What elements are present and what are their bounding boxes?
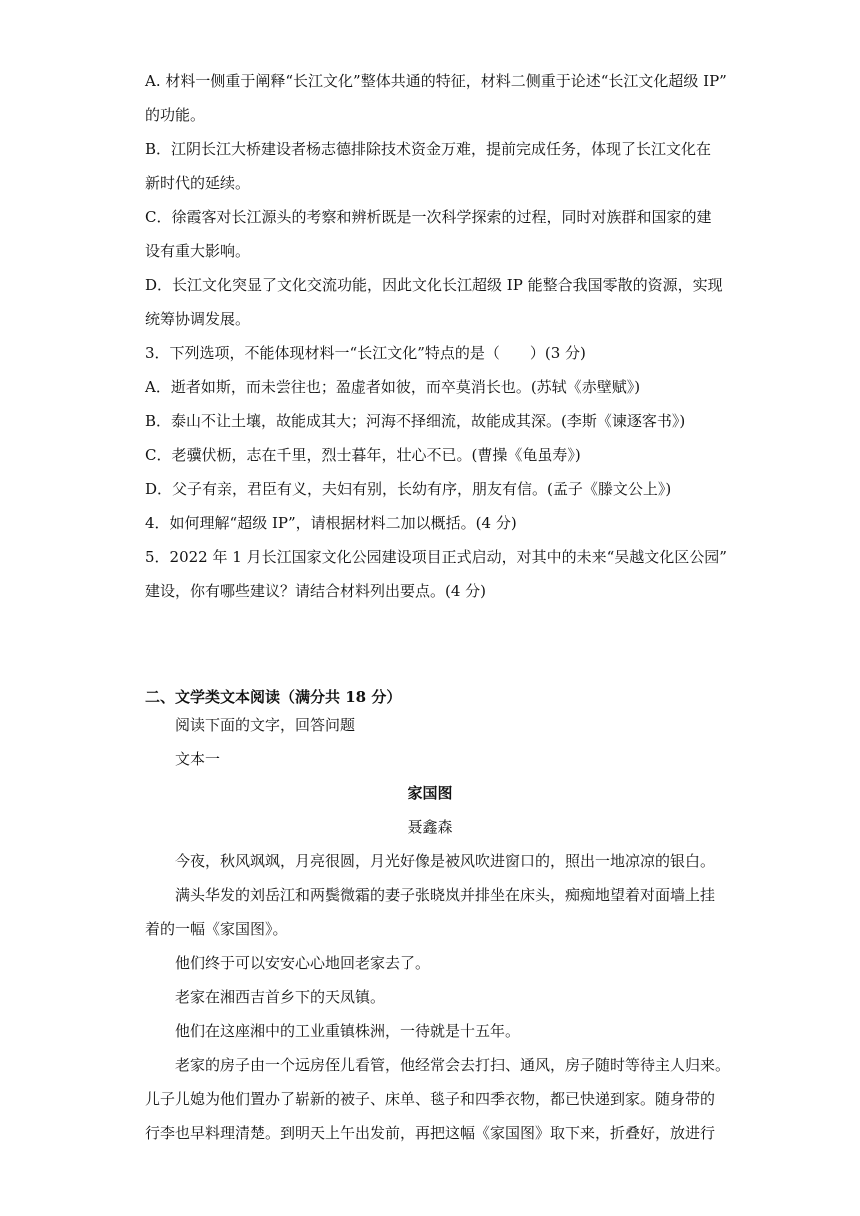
story-paragraph: 老家的房子由一个远房侄儿看管，他经常会去打扫、通风，房子随时等待主人归来。 (175, 1056, 731, 1074)
q2-option-a-line1: A. 材料一侧重于阐释“长江文化”整体共通的特征，材料二侧重于论述“长江文化超级 IP” (145, 72, 727, 90)
q2-option-a-line2: 的功能。 (145, 106, 206, 124)
q3-option-b: B．泰山不让土壤，故能成其大；河海不择细流，故能成其深。(李斯《谏逐客书》) (145, 412, 686, 430)
q2-option-c-line2: 设有重大影响。 (145, 242, 251, 260)
q5-line2: 建设，你有哪些建议？请结合材料列出要点。(4 分) (145, 582, 487, 600)
story-paragraph: 满头华发的刘岳江和两鬓微霜的妻子张晓岚并排坐在床头，痴痴地望着对面墙上挂 (175, 886, 716, 904)
q3-option-d: D．父子有亲，君臣有义，夫妇有别，长幼有序，朋友有信。(孟子《滕文公上》) (145, 480, 672, 498)
section-instruction: 阅读下面的文字，回答问题 (175, 716, 356, 734)
q2-option-b-line2: 新时代的延续。 (145, 174, 251, 192)
story-paragraph: 今夜，秋风飒飒，月亮很圆，月光好像是被风吹进窗口的，照出一地凉凉的银白。 (175, 852, 716, 870)
story-paragraph-cont: 儿子儿媳为他们置办了崭新的被子、床单、毯子和四季衣物，都已快递到家。随身带的 (145, 1090, 716, 1108)
q2-option-d-line1: D．长江文化突显了文化交流功能，因此文化长江超级 IP 能整合我国零散的资源，实现 (145, 276, 723, 294)
q3-option-a: A．逝者如斯，而未尝往也；盈虚者如彼，而卒莫消长也。(苏轼《赤壁赋》) (145, 378, 641, 396)
story-title: 家国图 (407, 784, 453, 802)
story-paragraph: 老家在湘西吉首乡下的天凤镇。 (175, 988, 386, 1006)
text-label: 文本一 (175, 750, 221, 768)
q2-option-b-line1: B．江阴长江大桥建设者杨志德排除技术资金万难，提前完成任务，体现了长江文化在 (145, 140, 712, 158)
q3-option-c: C．老骥伏枥，志在千里，烈士暮年，壮心不已。(曹操《龟虽寿》) (145, 446, 581, 464)
story-paragraph: 他们在这座湘中的工业重镇株洲，一待就是十五年。 (175, 1022, 521, 1040)
q2-option-d-line2: 统筹协调发展。 (145, 310, 251, 328)
q4: 4．如何理解“超级 IP”，请根据材料二加以概括。(4 分) (145, 514, 517, 532)
q5-line1: 5．2022 年 1 月长江国家文化公园建设项目正式启动，对其中的未来“吴越文化区公园” (145, 548, 727, 566)
q3-stem: 3．下列选项，不能体现材料一“长江文化”特点的是（ ）(3 分) (145, 344, 586, 362)
story-paragraph-cont: 行李也早料理清楚。到明天上午出发前，再把这幅《家国图》取下来，折叠好，放进行 (145, 1124, 716, 1142)
q2-option-c-line1: C．徐霞客对长江源头的考察和辨析既是一次科学探索的过程，同时对族群和国家的建 (145, 208, 712, 226)
story-author: 聂鑫森 (407, 818, 453, 836)
section-heading: 二、文学类文本阅读（满分共 18 分） (145, 688, 402, 706)
story-paragraph-cont: 着的一幅《家国图》。 (145, 920, 288, 938)
story-paragraph: 他们终于可以安安心心地回老家去了。 (175, 954, 431, 972)
